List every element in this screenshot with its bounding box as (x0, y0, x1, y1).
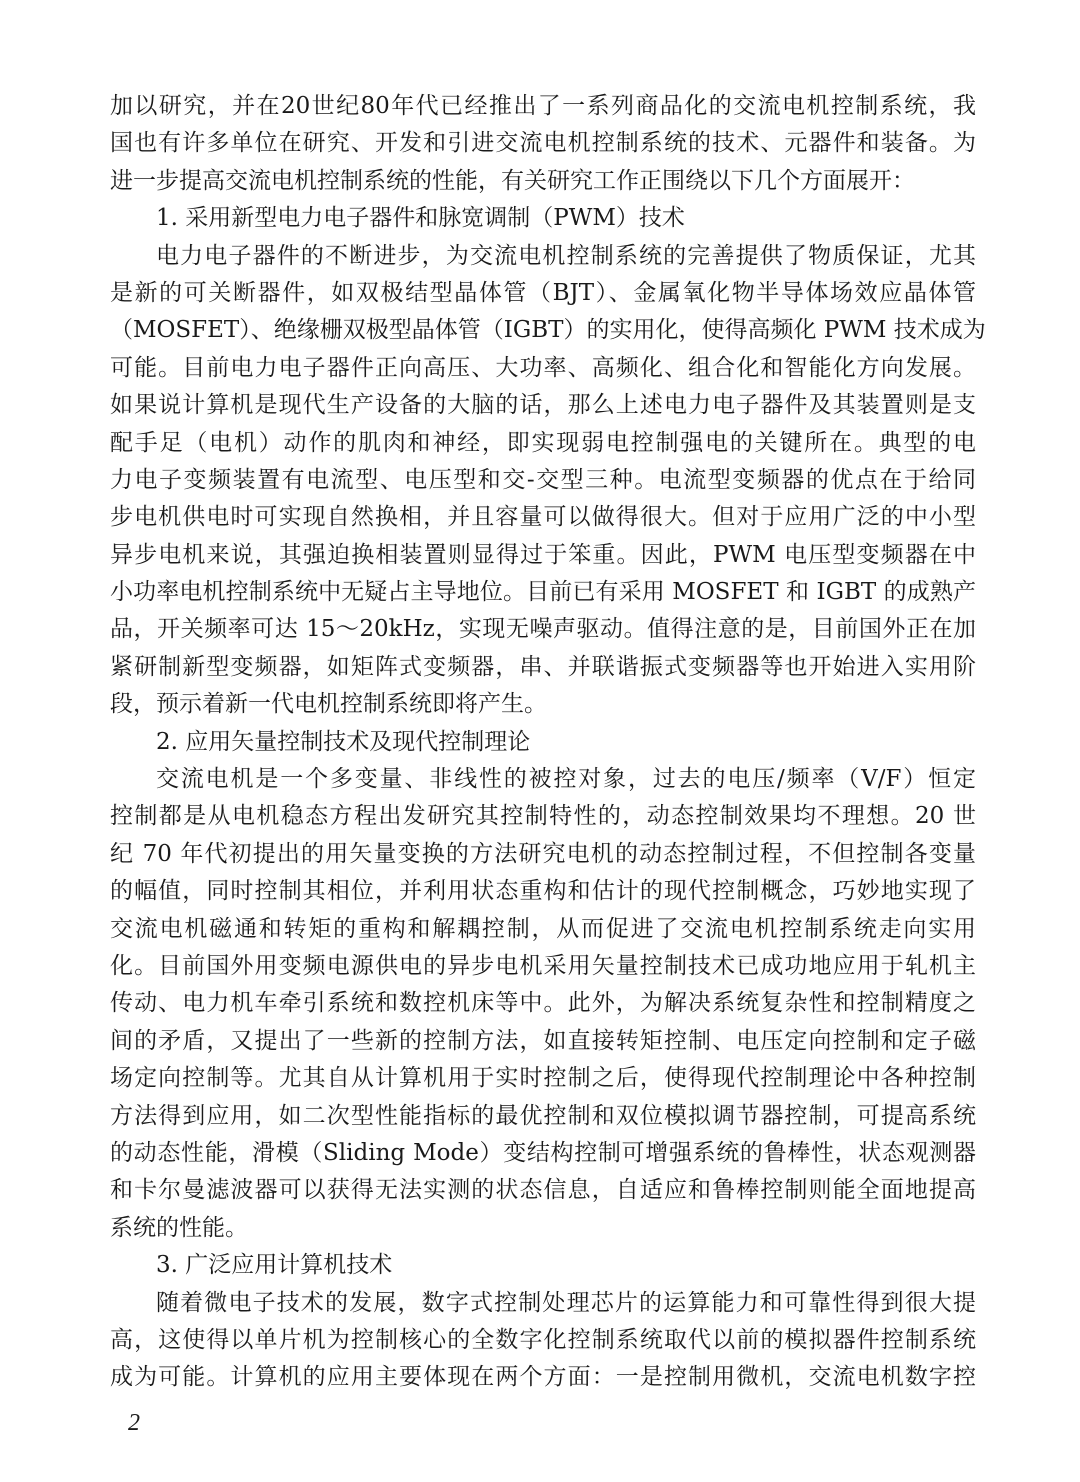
page-number: 2 (128, 1410, 140, 1436)
text-line: 加以研究，并在20世纪80年代已经推出了一系列商品化的交流电机控制系统，我 (110, 93, 976, 119)
text-line: 系统的性能。 (110, 1214, 248, 1241)
section-heading-1: 1. 采用新型电力电子器件和脉宽调制（PWM）技术 (156, 205, 685, 232)
text-line: 纪 70 年代初提出的用矢量变换的方法研究电机的动态控制过程，不但控制各变量 (110, 840, 976, 867)
text-line: 交流电机是一个多变量、非线性的被控对象，过去的电压/频率（V/F）恒定 (156, 766, 976, 793)
text-line: 高，这使得以单片机为控制核心的全数字化控制系统取代以前的模拟器件控制系统 (110, 1326, 976, 1353)
section-heading-2: 2. 应用矢量控制技术及现代控制理论 (156, 728, 531, 755)
text-line: 传动、电力机车牵引系统和数控机床等中。此外，为解决系统复杂性和控制精度之 (110, 990, 976, 1017)
text-line: 控制都是从电机稳态方程出发研究其控制特性的，动态控制效果均不理想。20 世 (110, 803, 976, 830)
text-line: 是新的可关断器件，如双极结型晶体管（BJT）、金属氧化物半导体场效应晶体管 (110, 279, 976, 306)
text-line: 随着微电子技术的发展，数字式控制处理芯片的运算能力和可靠性得到很大提 (156, 1289, 976, 1316)
text-line: 小功率电机控制系统中无疑占主导地位。目前已有采用 MOSFET 和 IGBT 的成熟产 (110, 579, 976, 606)
text-line: 国也有许多单位在研究、开发和引进交流电机控制系统的技术、元器件和装备。为 (110, 130, 976, 157)
text-line: 电力电子器件的不断进步，为交流电机控制系统的完善提供了物质保证，尤其 (156, 242, 976, 269)
text-line: （MOSFET）、绝缘栅双极型晶体管（IGBT）的实用化，使得高频化 PWM 技术成为 (110, 317, 986, 344)
text-line: 间的矛盾，又提出了一些新的控制方法，如直接转矩控制、电压定向控制和定子磁 (110, 1027, 976, 1054)
text-line: 紧研制新型变频器，如矩阵式变频器，串、并联谐振式变频器等也开始进入实用阶 (110, 653, 976, 680)
text-line: 配手足（电机）动作的肌肉和神经，即实现弱电控制强电的关键所在。典型的电 (110, 429, 976, 456)
text-line: 异步电机来说，其强迫换相装置则显得过于笨重。因此，PWM 电压型变频器在中 (110, 541, 976, 568)
text-line: 场定向控制等。尤其自从计算机用于实时控制之后，使得现代控制理论中各种控制 (110, 1065, 976, 1092)
text-line: 力电子变频装置有电流型、电压型和交-交型三种。电流型变频器的优点在于给同 (110, 466, 976, 493)
text-line: 步电机供电时可实现自然换相，并且容量可以做得很大。但对于应用广泛的中小型 (110, 504, 976, 531)
text-line: 品，开关频率可达 15～20kHz，实现无噪声驱动。值得注意的是，目前国外正在加 (110, 616, 976, 643)
text-line: 成为可能。计算机的应用主要体现在两个方面：一是控制用微机，交流电机数字控 (110, 1364, 976, 1391)
text-line: 化。目前国外用变频电源供电的异步电机采用矢量控制技术已成功地应用于轧机主 (110, 952, 976, 979)
text-line: 的幅值，同时控制其相位，并利用状态重构和估计的现代控制概念，巧妙地实现了 (110, 878, 976, 905)
text-line: 段，预示着新一代电机控制系统即将产生。 (110, 691, 547, 718)
body-text (110, 88, 986, 1397)
text-line: 的动态性能，滑模（Sliding Mode）变结构控制可增强系统的鲁棒性，状态观测器 (110, 1139, 976, 1166)
text-line: 进一步提高交流电机控制系统的性能，有关研究工作正围绕以下几个方面展开： (110, 167, 915, 194)
text-line: 可能。目前电力电子器件正向高压、大功率、高频化、组合化和智能化方向发展。 (110, 354, 976, 381)
text-line: 如果说计算机是现代生产设备的大脑的话，那么上述电力电子器件及其装置则是支 (110, 392, 976, 419)
text-line: 交流电机磁通和转矩的重构和解耦控制，从而促进了交流电机控制系统走向实用 (110, 915, 976, 942)
text-line: 和卡尔曼滤波器可以获得无法实测的状态信息，自适应和鲁棒控制则能全面地提高 (110, 1177, 976, 1204)
section-heading-3: 3. 广泛应用计算机技术 (156, 1252, 393, 1279)
text-line: 方法得到应用，如二次型性能指标的最优控制和双位模拟调节器控制，可提高系统 (110, 1102, 976, 1129)
